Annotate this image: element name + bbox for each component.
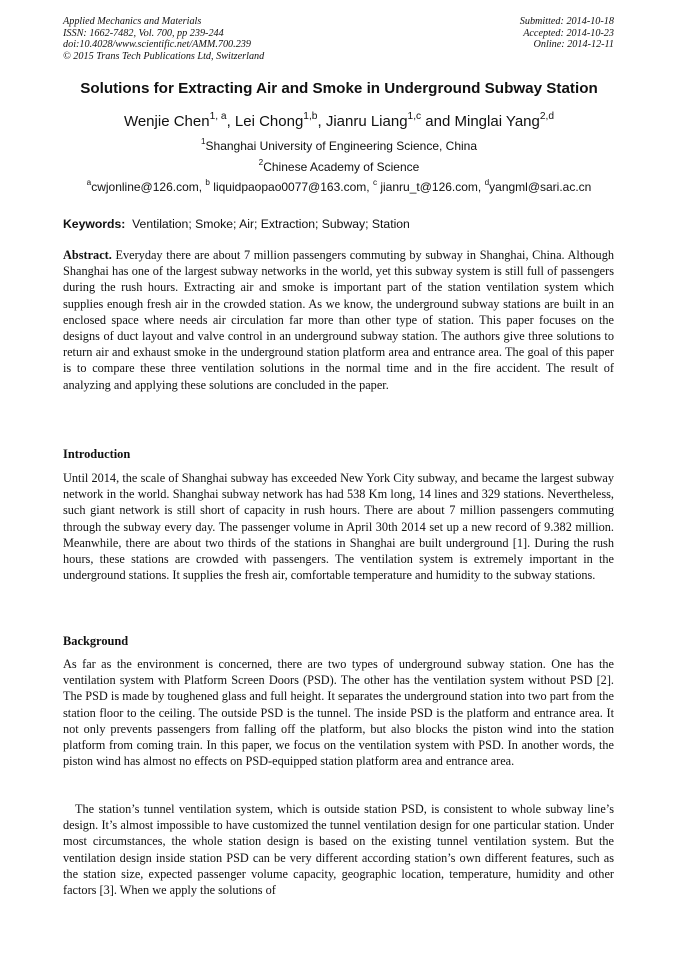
email-address: jianru_t@126.com, <box>377 180 485 194</box>
author-name: Minglai Yang <box>454 113 540 130</box>
submitted-date: Submitted: 2014-10-18 <box>519 16 614 27</box>
online-date: Online: 2014-12-11 <box>533 39 614 51</box>
background-paragraph-1: As far as the environment is concerned, there are two types of underground subway station. One has the ventilation system with Platform Screen Doors (PSD). The other has the ventilation system without PSD [2]. The PSD is made by toughened glass and full height. It separates the underground station into two part from the station floor to the ceiling. The outside PSD is the tunnel. The inside PSD is the platform and entrance area. It not only prevents passengers from falling off the platform, but also blocks the piston wind into the station platform from coming train. In this paper, we focus on the ventilation system with PSD. In another words, the piston wind has almost no effects on PSD-equipped station platform area and entrance area. <box>63 657 614 769</box>
publication-dates <box>520 16 614 51</box>
author-affiliation-mark: 1,b <box>303 110 318 122</box>
keywords-line <box>63 217 410 231</box>
affiliation <box>0 139 678 153</box>
affiliation-text: Shanghai University of Engineering Science, China <box>205 139 478 153</box>
email-address: yangml@sari.ac.cn <box>489 180 592 194</box>
author-name: Jianru Liang <box>325 113 408 130</box>
author-separator: , <box>317 113 326 130</box>
journal-name: Applied Mechanics and Materials <box>63 16 202 27</box>
author-affiliation-mark: 1,c <box>407 110 422 122</box>
email-list <box>0 180 678 194</box>
affiliation <box>0 160 678 174</box>
background-paragraph-2: The station’s tunnel ventilation system, which is outside station PSD, is consistent to whole subway line’s design. It’s almost impossible to have customized the tunnel ventilation design for one particular station. Under most circumstances, the whole station design is based on the existing tunnel ventilation system. But the ventilation design inside station PSD can be very different according station’s own different features, such as the station size, expected passenger volume capacity, geographic location, temperature, humidity and other factors [3]. When we apply the solutions of <box>63 802 614 898</box>
keywords-label: Keywords: <box>63 217 126 231</box>
paper-title: Solutions for Extracting Air and Smoke in Underground Subway Station <box>80 80 598 97</box>
author-separator: , <box>226 113 235 130</box>
section-heading-background: Background <box>63 634 129 648</box>
author-name: Wenjie Chen <box>123 113 210 130</box>
email-mark: c <box>372 178 378 188</box>
journal-copyright: © 2015 Trans Tech Publications Ltd, Switzerland <box>63 50 265 62</box>
keywords-text: Ventilation; Smoke; Air; Extraction; Subway; Station <box>132 217 410 231</box>
accepted-date: Accepted: 2014-10-23 <box>523 27 614 39</box>
email-address: cwjonline@126.com, <box>91 180 206 194</box>
author-affiliation-mark: 2,d <box>539 110 555 122</box>
author-affiliation-mark: 1, a <box>209 110 227 122</box>
email-address: liquidpaopao0077@163.com, <box>209 180 373 194</box>
author-name: Lei Chong <box>234 113 304 130</box>
affiliation-mark: 2 <box>258 158 264 168</box>
email-mark: d <box>484 178 490 188</box>
abstract-text: Everyday there are about 7 million passengers commuting by subway in Shanghai, China. Although Shanghai has one of the largest subway networks in the world, yet this subway system is still full of passengers during the rush hours. Extracting air and smoke is important part of the station ventilation system which supplies enough fresh air in the crowded station. As we know, the underground subway stations are built in an enclosed space where needs air circulation far more than other type of station. This paper focuses on the designs of duct layout and valve control in an underground subway station. The authors give three solutions to return air and exhaust smoke in the underground station platform area and entrance area. The goal of this paper is to compare these three ventilation solutions in the normal time and in the fire accident. The result of analyzing and applying these solutions are concluded in the paper. <box>63 248 614 392</box>
journal-issn: ISSN: 1662-7482, Vol. 700, pp 239-244 <box>63 27 224 39</box>
affiliation-mark: 1 <box>200 137 206 147</box>
abstract-label: Abstract. <box>63 248 112 262</box>
journal-info <box>63 16 264 62</box>
author-list <box>0 110 678 130</box>
email-mark: a <box>86 178 92 188</box>
author-separator: and <box>421 113 455 130</box>
introduction-paragraph: Until 2014, the scale of Shanghai subway has exceeded New York City subway, and became the largest subway network in the world. Shanghai subway network has had 538 Km long, 14 lines and 329 stations. Nevertheless, such giant network is still short of capacity in rush hours. There are about 7 million passengers commuting through the subway every day. The passenger volume in April 30th 2014 set up a new record of 9.382 million. Meanwhile, there are about two thirds of the stations in Shanghai are built underground [1]. During the rush hours, these stations are crowded with passengers. The ventilation system is extremely important in the underground stations. It supplies the fresh air, comfortable temperature and humidity to the subway stations. <box>63 471 614 583</box>
affiliation-text: Chinese Academy of Science <box>263 160 420 174</box>
email-mark: b <box>205 178 210 188</box>
section-heading-introduction: Introduction <box>63 447 131 461</box>
abstract-paragraph <box>63 247 614 393</box>
journal-doi: doi:10.4028/www.scientific.net/AMM.700.239 <box>63 39 251 51</box>
